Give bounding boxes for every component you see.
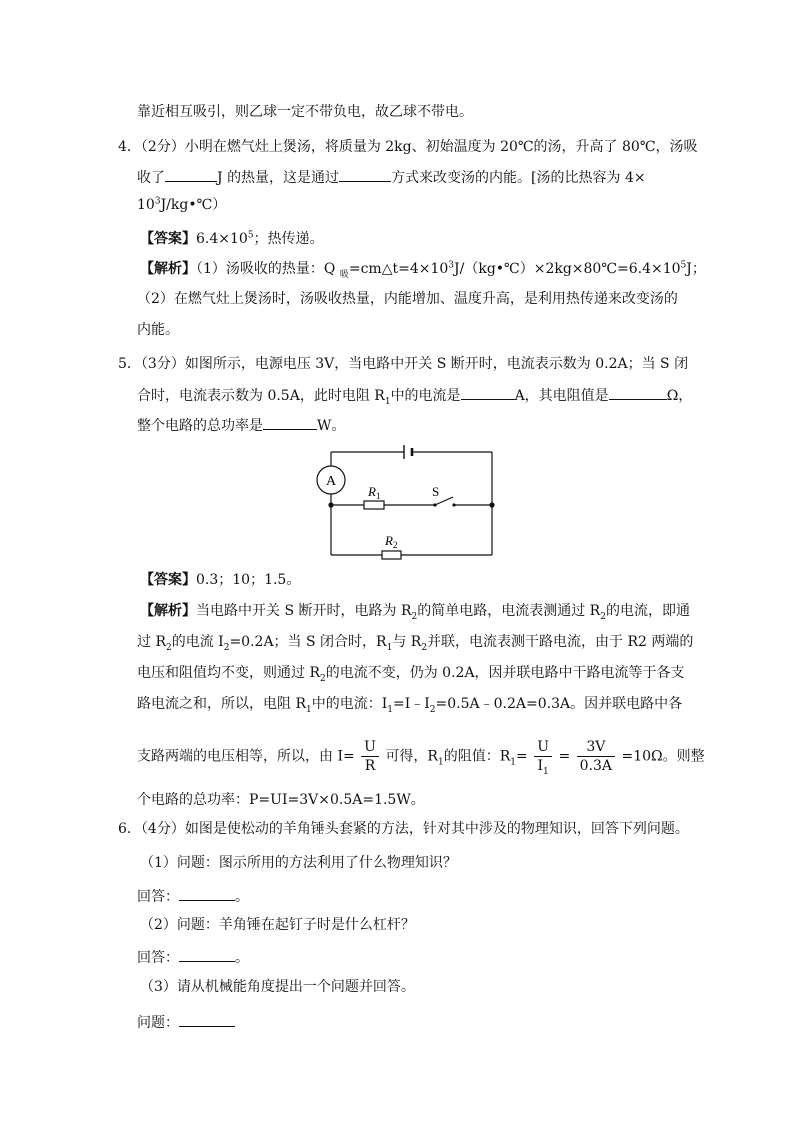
junction-dot-right [489, 502, 494, 507]
answer-blank[interactable] [609, 384, 667, 400]
ammeter-label: A [325, 474, 337, 489]
question-4-explanation-1: 【解析】（1）汤吸收的热量：Q $_吸=cm\triangle t=4\times 10^3J/(kg•℃)\times 2kg\times 80℃=6.4\times 10^5J$； [140, 260, 706, 280]
question-4-line-2: 收了 J 的热量，这是通过 方式来改变汤的内能。[汤的比热容为 4× [137, 166, 646, 188]
fraction-u-over-r: $\frac{U}{R}$ [361, 738, 379, 775]
resistor-r1-icon [364, 501, 384, 509]
question-4-line-3: $10^3J/kg•℃$） [137, 196, 227, 213]
answer-blank[interactable] [179, 885, 235, 901]
question-4-explanation-2: （2）在燃气灶上煲汤时，汤吸收热量，内能增加、温度升高，是利用热传递来改变汤的 [137, 291, 678, 307]
question-5-explanation-1: 【解析】当电路中开关 S 断开时，电路为 $R_2$的简单电路，电流表测通过 $R_2$的电流，即通 [140, 603, 690, 622]
question-5-explanation-3: 电压和阻值均不变，则通过 $R_2$的电流不变，仍为 0.2A，因并联电路中干路电流等于各支 [137, 665, 685, 684]
question-4-answer: 【答案】$6.4\times 10^5$；热传递。 [140, 230, 324, 247]
question-6-line-1: 6．（4分）如图是使松动的羊角锤头套紧的方法，针对其中涉及的物理知识，回答下列问题。 [118, 821, 689, 837]
switch-label: S [432, 484, 440, 499]
answer-blank[interactable] [461, 384, 515, 400]
answer-blank[interactable] [263, 414, 317, 430]
continuation-line: 靠近相互吸引，则乙球一定不带负电，故乙球不带电。 [137, 104, 473, 120]
junction-dot-left [328, 502, 333, 507]
question-6-answer-3: 问题： [137, 1011, 235, 1033]
resistor-r2-icon [382, 551, 401, 559]
circuit-diagram [316, 444, 498, 560]
question-5-line-1: 5．（3分）如图所示，电源电压 3V，当电路中开关 S 断开时，电流表示数为 0.2A；当 S 闭 [118, 356, 689, 372]
question-6-prompt-2: （2）问题：羊角锤在起钉子时是什么杠杆？ [140, 917, 415, 933]
question-6-prompt-3: （3）请从机械能角度提出一个问题并回答。 [140, 979, 415, 995]
question-6-answer-2: 回答： 。 [137, 946, 249, 968]
answer-blank[interactable] [165, 166, 217, 182]
question-6-prompt-1: （1）问题：图示所用的方法利用了什么物理知识？ [140, 855, 457, 871]
question-4-explanation-3: 内能。 [137, 322, 179, 338]
r1-label: $R_1$ [368, 484, 381, 501]
answer-blank[interactable] [179, 946, 235, 962]
r2-label: $R_2$ [385, 533, 398, 550]
question-5-explanation-4: 路电流之和，所以，电阻 $R_1$中的电流：$I_1=I﹣I_2=0.5A﹣0.2A=0.3A$。因并联电路中各 [137, 696, 683, 715]
question-5-answer: 【答案】0.3；10；1.5。 [140, 572, 301, 588]
answer-blank[interactable] [179, 1011, 235, 1027]
question-5-line-3: 整个电路的总功率是 W。 [137, 414, 345, 436]
answer-blank[interactable] [339, 166, 391, 182]
question-5-explanation-2: 过 $R_2$的电流 $I_2=0.2A$；当 S 闭合时，$R_1$与 $R_2$并联，电流表测干路电流，由于 R2 两端的 [137, 634, 694, 653]
question-4-line-1: 4．（2分）小明在燃气灶上煲汤，将质量为 2kg、初始温度为 20℃的汤，升高了 80℃，汤吸 [118, 139, 698, 155]
fraction-3v-over-0.3a: $\frac{3V}{0.3A}$ [577, 738, 615, 775]
question-6-answer-1: 回答： 。 [137, 885, 249, 907]
question-5-line-2: 合时，电流表示数为 0.5A，此时电阻 $R_1$中的电流是 A，其电阻值是 Ω， [137, 384, 692, 406]
fraction-u-over-i1: $\frac{U}{I_1}$ [534, 738, 552, 775]
question-5-explanation-5: 支路两端的电压相等，所以，由 I= $\frac{U}{R}$ 可得，$R_1$的阻值：$R_1=$ $\frac{U}{I_1}$ = $\frac{3V}{0.3A}$ =10Ω。则整 [137, 739, 705, 777]
question-5-explanation-6: 个电路的总功率：P=UI=3V×0.5A=1.5W。 [137, 792, 425, 808]
